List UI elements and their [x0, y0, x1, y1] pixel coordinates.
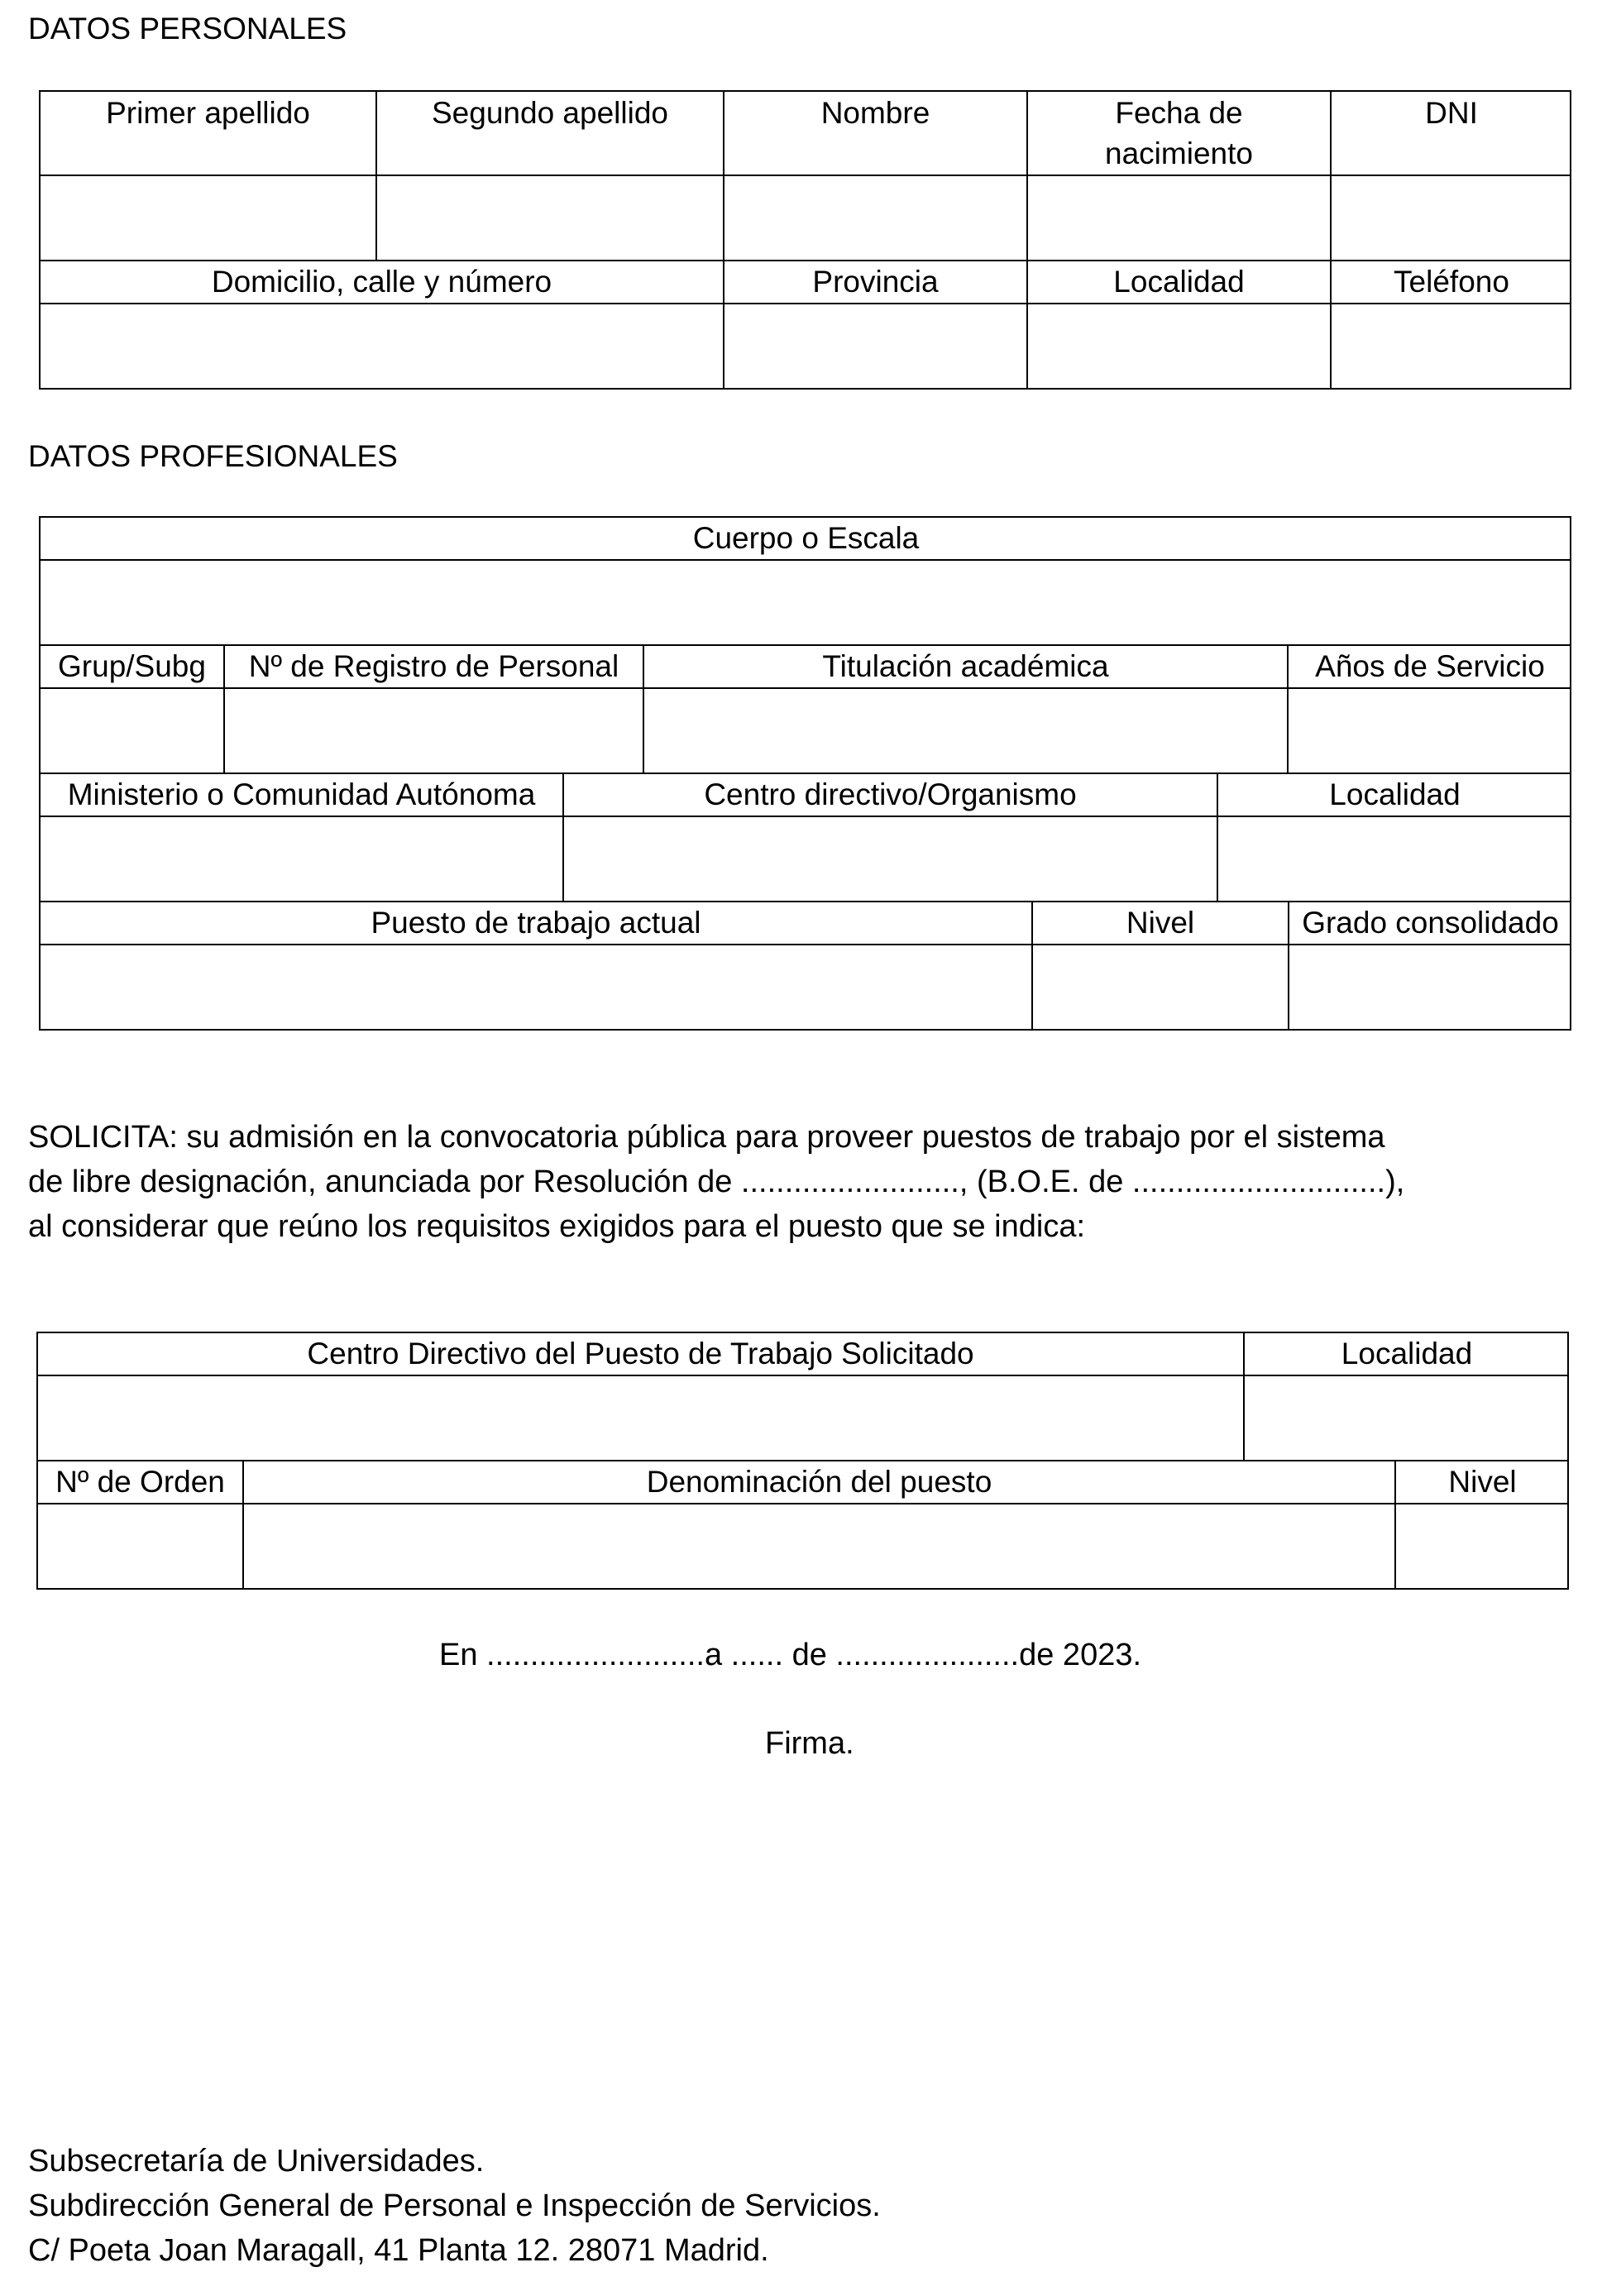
field-nivel-solicitado[interactable]: [1396, 1504, 1569, 1588]
firma-label: Firma.: [765, 1726, 854, 1761]
field-centro-directivo[interactable]: [564, 817, 1217, 901]
field-localidad-profesional[interactable]: [1218, 817, 1571, 901]
field-fecha-nacimiento[interactable]: [1028, 176, 1330, 260]
field-primer-apellido[interactable]: [41, 176, 375, 260]
solicita-line-1: SOLICITA: su admisión en la convocatoria pública para proveer puestos de trabajo por el sistema: [28, 1120, 1385, 1155]
label-centro-directivo: Centro directivo/Organismo: [704, 777, 1077, 811]
label-grado-consolidado: Grado consolidado: [1302, 906, 1559, 940]
field-domicilio[interactable]: [41, 304, 723, 388]
footer-line-1: Subsecretaría de Universidades.: [28, 2144, 485, 2179]
label-grup-subg: Grup/Subg: [58, 649, 206, 683]
label-provincia: Provincia: [812, 265, 939, 299]
label-fecha-nacimiento-2: nacimiento: [1105, 136, 1253, 170]
label-num-orden: Nº de Orden: [55, 1465, 225, 1499]
label-localidad-profesional: Localidad: [1329, 777, 1461, 811]
field-provincia[interactable]: [724, 304, 1026, 388]
label-localidad-solicitada: Localidad: [1341, 1337, 1473, 1370]
label-nombre: Nombre: [820, 96, 930, 130]
field-titulacion[interactable]: [644, 689, 1287, 773]
field-localidad-solicitada[interactable]: [1245, 1376, 1569, 1460]
field-segundo-apellido[interactable]: [377, 176, 723, 260]
label-domicilio: Domicilio, calle y número: [211, 265, 552, 299]
field-nombre[interactable]: [724, 176, 1026, 260]
label-localidad: Localidad: [1113, 265, 1245, 299]
label-puesto-actual: Puesto de trabajo actual: [371, 906, 701, 940]
label-nivel-solicitado: Nivel: [1448, 1465, 1517, 1499]
field-anos-servicio[interactable]: [1289, 689, 1571, 773]
field-localidad[interactable]: [1028, 304, 1330, 388]
label-titulacion: Titulación académica: [822, 649, 1109, 683]
personal-data-heading: DATOS PERSONALES: [28, 12, 347, 45]
label-fecha-nacimiento-1: Fecha de: [1115, 96, 1243, 130]
field-grup-subg[interactable]: [41, 689, 223, 773]
field-centro-solicitado[interactable]: [38, 1376, 1243, 1460]
field-nivel[interactable]: [1033, 945, 1288, 1029]
label-primer-apellido: Primer apellido: [106, 96, 310, 130]
label-registro-personal: Nº de Registro de Personal: [248, 649, 619, 683]
field-registro-personal[interactable]: [225, 689, 643, 773]
date-line: En .........................a ...... de .....................de 2023.: [439, 1638, 1142, 1672]
label-centro-solicitado: Centro Directivo del Puesto de Trabajo Solicitado: [307, 1337, 974, 1370]
field-telefono[interactable]: [1332, 304, 1571, 388]
label-nivel: Nivel: [1126, 906, 1195, 940]
label-cuerpo-escala: Cuerpo o Escala: [692, 521, 920, 555]
field-cuerpo-escala[interactable]: [41, 561, 1571, 644]
field-num-orden[interactable]: [38, 1504, 242, 1588]
field-ministerio[interactable]: [41, 817, 562, 901]
field-grado-consolidado[interactable]: [1289, 945, 1571, 1029]
footer-line-3: C/ Poeta Joan Maragall, 41 Planta 12. 28071 Madrid.: [28, 2233, 769, 2268]
label-dni: DNI: [1425, 96, 1478, 130]
label-telefono: Teléfono: [1394, 265, 1509, 299]
label-ministerio: Ministerio o Comunidad Autónoma: [67, 777, 536, 811]
field-dni[interactable]: [1332, 176, 1571, 260]
label-denominacion: Denominación del puesto: [646, 1465, 992, 1499]
solicita-line-2: de libre designación, anunciada por Resolución de ........................., (B.O.E. de .............................),: [28, 1165, 1405, 1199]
field-puesto-actual[interactable]: [41, 945, 1031, 1029]
label-segundo-apellido: Segundo apellido: [432, 96, 668, 130]
label-anos-servicio: Años de Servicio: [1315, 649, 1545, 683]
solicita-line-3: al considerar que reúno los requisitos exigidos para el puesto que se indica:: [28, 1209, 1086, 1244]
field-denominacion[interactable]: [244, 1504, 1394, 1588]
footer-line-2: Subdirección General de Personal e Inspección de Servicios.: [28, 2188, 881, 2223]
professional-data-heading: DATOS PROFESIONALES: [28, 439, 398, 473]
